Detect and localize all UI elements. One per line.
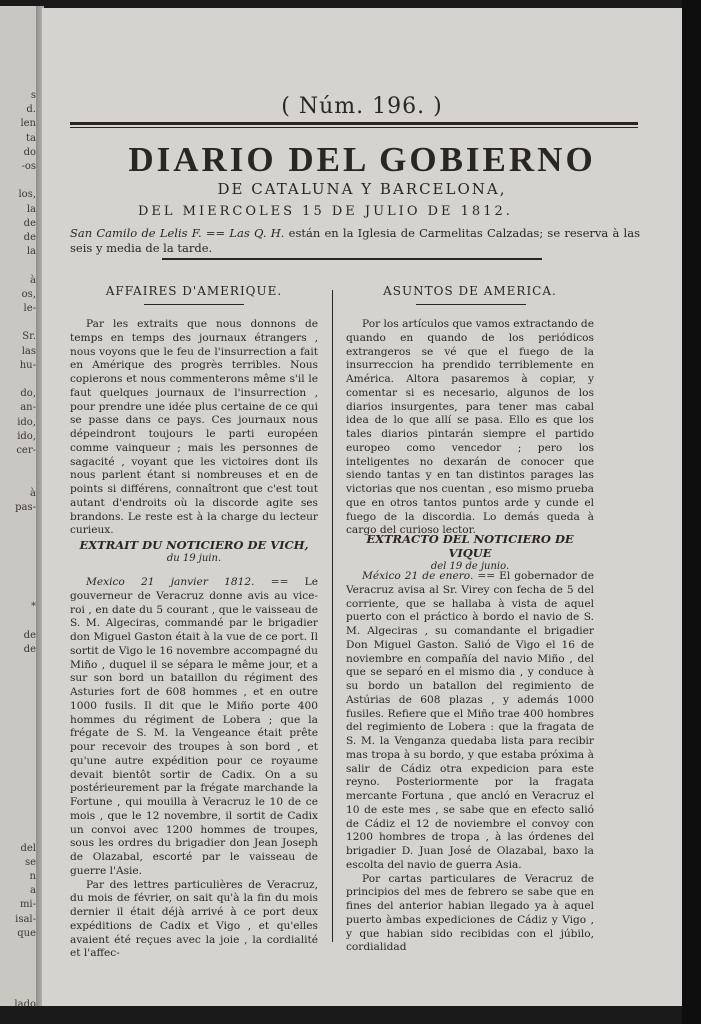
left-page-edge (0, 6, 40, 1006)
column-divider (332, 290, 333, 942)
right-subheading (346, 532, 594, 574)
left-page-fragment: len (20, 118, 36, 130)
left-page-fragment: los, (18, 189, 36, 201)
left-page-fragment: del (20, 842, 36, 854)
left-subheading (70, 538, 318, 566)
right-news-paragraph-2: Por cartas particulares de Veracruz de principios del mes de febrero se sabe que en fines del anterior habian llegado ya à aquel puerto àmbas expediciones de Cádiz y Vigo , y que habian sido recibidas con el júbilo, cordialidad (346, 872, 594, 954)
left-news-paragraph-2: Par des lettres particulières de Veracruz, du mois de février, on sait qu'à la fin du mois dernier il était déjà arrivé à ce port deux expéditions de Cadix et Vigo , et qu'elles avaient été reçues avec la joie , la cordialité et l'affec- (70, 878, 318, 960)
left-page-fragment: à (30, 487, 36, 499)
left-page-fragment: os, (21, 288, 36, 300)
left-page-fragment: pas- (15, 501, 36, 513)
right-news-body: == El gobernador de Veracruz avisa al Sr. Virey con fecha de 5 del corriente, que se hallaba à vista de aquel puerto con el práctico à bordo el navio de S. M. Algeciras , su comandante el brigadier Don Miguel Gaston. Salió de Vigo el 16 de noviembre en compañía del navio Miño , del que se separó en el mismo dia , y conduce à su bordo un batallon del regimiento de Astúrias de 608 plazas , y además 1000 fusiles. Refiere que el Miño trae 400 hombres del regimiento de Lobera : que la fragata de S. M. la Venganza quedaba lista para recibir mas tropa à su bordo, y que estaba próxima à salir de Cádiz otra expedicion para este reyno. Posteriormente por la fragata mercante Fortuna , que ancló en Veracruz el 10 de este mes , se sabe que en efecto salió de Cádiz el 12 de noviembre el convoy con 1200 hombres de tropa , à las órdenes del brigadier D. Juan José de Olazabal, baxo la escolta del navio de guerra Asia. (346, 570, 594, 871)
left-column (70, 318, 318, 538)
right-news-paragraph (346, 570, 594, 873)
saint-separator: == (201, 226, 230, 240)
left-subheading-date: du 19 juin. (166, 553, 222, 564)
left-page-fragment: an- (20, 402, 36, 414)
left-page-fragment: de (23, 629, 36, 641)
top-rule-thin (70, 127, 638, 128)
left-page-fragment: * (31, 601, 36, 613)
left-heading-rule (144, 304, 244, 305)
newspaper-title: DIARIO DEL GOBIERNO (128, 140, 596, 179)
left-page-fragment: la (26, 203, 36, 215)
left-page-fragment: Sr. (22, 331, 36, 343)
right-intro-paragraph: Por los artículos que vamos extractando de quando en quando de los periódicos extrangeros se vé que el fuego de la insurreccion ha prendido terriblemente en América. Altora pasaremos à copiar, y comentar si es necesario, algunos de los diarios insurgentes, para tener mas cabal idea de lo que allí se pasa. Ello es que los tales diarios pintarán siempre el partido europeo como vencedor ; pero los inteligentes no dexarán de conocer que siendo tantas y en tan distintos parages las victorias que nos cuentan , eso mismo prueba que en otros tantos puntos arde y cunde el fuego de la discordia. Lo demás queda à cargo del curioso lector. (346, 318, 594, 537)
left-subheading-title: EXTRAIT DU NOTICIERO DE VICH, (79, 538, 309, 552)
left-page-fragment: ido, (17, 416, 36, 428)
right-column-heading: ASUNTOS DE AMERICA. (383, 284, 557, 298)
header-bottom-rule (162, 258, 542, 260)
right-column (346, 318, 594, 538)
left-page-fragment: de (23, 217, 36, 229)
right-subheading-title: EXTRACTO DEL NOTICIERO DE VIQUE (366, 532, 574, 560)
left-page-fragment: isal- (15, 913, 36, 925)
left-page-fragment: do (23, 146, 36, 158)
saint-name: San Camilo de Lelis F. (70, 226, 202, 240)
left-page-fragment: lado (14, 998, 36, 1006)
left-page-fragment: hu- (19, 359, 36, 371)
right-news (346, 570, 594, 955)
right-news-place: México 21 de enero. (362, 570, 474, 582)
issue-date: DEL MIERCOLES 15 DE JULIO DE 1812. (138, 204, 513, 219)
left-page-fragment: s (30, 90, 36, 101)
left-page-fragment: cer- (16, 445, 36, 456)
issue-number: ( Núm. 196. ) (281, 94, 443, 119)
left-page-fragment: que (17, 927, 36, 939)
saint-notice (70, 226, 640, 256)
saint-q: Las Q. H. (229, 226, 285, 240)
left-page-fragment: a (30, 885, 36, 897)
left-page-fragment: la (26, 246, 36, 258)
left-page-fragment: n (29, 871, 36, 882)
right-heading-rule (416, 304, 526, 305)
newspaper-page (42, 8, 682, 1006)
dark-background (682, 0, 701, 1024)
left-page-fragment: do, (20, 388, 36, 400)
right-subheading-date: del 19 de junio. (430, 561, 510, 572)
left-news (70, 576, 318, 961)
left-page-fragment: d. (26, 104, 36, 116)
left-page-fragment: mi- (19, 899, 36, 911)
left-page-fragment: ido, (17, 430, 36, 442)
left-news-paragraph (70, 576, 318, 879)
left-news-body: == Le gouverneur de Veracruz donne avis au vice-roi , en date du 5 courant , que le vaisseau de S. M. Algeciras, commandé par le brigadier don Miguel Gaston était à la vue de ce port. Il sortit de Vigo le 16 novembre accompagné du Miño , duquel il se sépara le même jour, et a sur son bord un bataillon du régiment des Asturies fort de 608 hommes , et en outre 1000 fusils. Il dit que le Miño porte 400 hommes du régiment de Lobera ; que la frégate de S. M. la Vengeance était prête pour recevoir des troupes à son bord , et qu'une autre expédition pour ce royaume devait bientôt sortir de Cadix. On a su postérieurement par la frégate marchande la Fortune , qui mouilla à Veracruz le 10 de ce mois , que le 12 novembre, il sortit de Cadix un convoi avec 1200 hommes de troupes, sous les ordres du brigadier don Jean Joseph de Olazabal, escorté par le vaisseau de guerre l'Asie. (70, 576, 318, 877)
left-page-fragment: le- (23, 303, 36, 314)
saint-rest: están en la Iglesia de Carmelitas Calzadas; se reserva à las seis y media de la tarde. (70, 226, 640, 255)
left-intro-paragraph: Par les extraits que nous donnons de temps en temps des journaux étrangers , nous voyons que le feu de l'insurrection a fait en Amérique des progrès terribles. Nous copierons et nous commenterons même s'il le faut quelques journaux de l'insurrection , pour prendre une idée plus certaine de ce qui se passe dans ce pays. Ces journaux nous dépeindront toujours le parti européen comme vainqueur ; mais les personnes de sagacité , voyant que les victoires dont ils nous parlent étant si nombreuses et en de points si différens, connaîtront que c'est tout autant d'endroits où la discorde agite ses brandons. Le reste est à la charge du lecteur curieux. (70, 318, 318, 537)
left-column-heading: AFFAIRES D'AMERIQUE. (105, 284, 283, 298)
left-page-fragment: ta (26, 132, 36, 144)
left-page-fragment: las (21, 345, 36, 357)
newspaper-subtitle: DE CATALUNA Y BARCELONA, (217, 180, 507, 198)
left-page-fragment: de (23, 232, 36, 243)
left-page-fragment: se (24, 856, 36, 868)
top-rule-thick (70, 122, 638, 125)
left-news-place: Mexico 21 janvier 1812. (86, 576, 255, 588)
left-page-fragment: à (30, 274, 36, 286)
left-page-fragment: de (23, 643, 36, 655)
left-page-fragment: -os (21, 161, 36, 172)
